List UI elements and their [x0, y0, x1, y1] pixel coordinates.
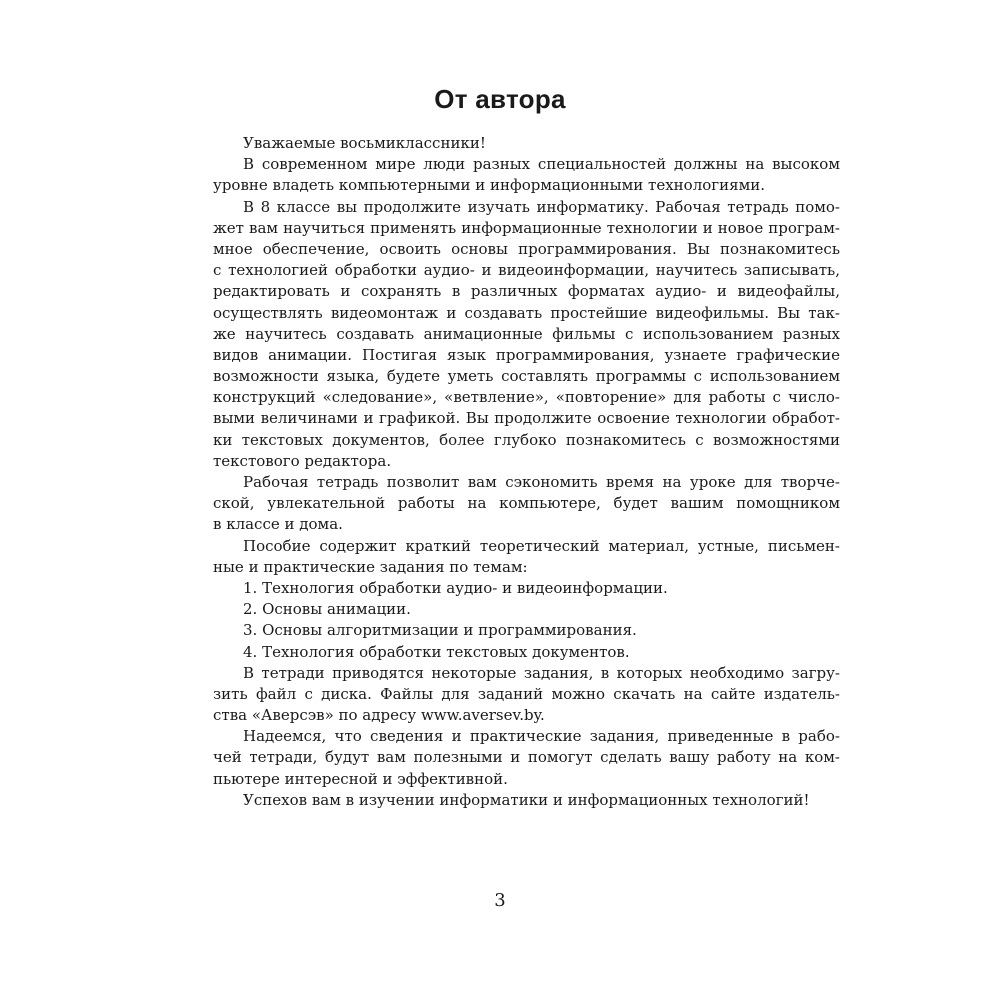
text-line: выми величинами и графикой. Вы продолжите освоение технологии обработ- [213, 409, 840, 428]
list-item: 3. Основы алгоритмизации и программирования. [243, 621, 637, 640]
text-line: ства «Аверсэв» по адресу www.aversev.by. [213, 706, 545, 725]
text-line: осуществлять видеомонтаж и создавать простейшие видеофильмы. Вы так- [213, 303, 840, 322]
text-line: зить файл с диска. Файлы для заданий можно скачать на сайте издатель- [213, 684, 840, 703]
page-title: От автора [434, 84, 566, 114]
text-line: мное обеспечение, освоить основы программирования. Вы познакомитесь [213, 239, 840, 258]
text-line: редактировать и сохранять в различных форматах аудио- и видеофайлы, [213, 282, 840, 301]
text-line: конструкций «следование», «ветвление», «повторение» для работы с число- [213, 388, 840, 407]
text-line: Пособие содержит краткий теоретический материал, устные, письмен- [243, 536, 840, 555]
list-item: 4. Технология обработки текстовых документов. [243, 642, 630, 661]
text-line: В современном мире люди разных специальностей должны на высоком [243, 155, 840, 174]
text-line: ки текстовых документов, более глубоко познакомитесь с возможностями [213, 430, 840, 449]
list-item: 2. Основы анимации. [243, 600, 411, 619]
text-line: же научитесь создавать анимационные фильмы с использованием разных [213, 324, 840, 343]
text-line: ные и практические задания по темам: [213, 557, 528, 576]
text-line: Рабочая тетрадь позволит вам сэкономить время на уроке для творче- [243, 473, 840, 491]
list-item: 1. Технология обработки аудио- и видеоинформации. [243, 578, 668, 597]
text-line: Надеемся, что сведения и практические задания, приведенные в рабо- [243, 727, 840, 746]
body-text [213, 133, 840, 811]
text-line: текстового редактора. [213, 451, 392, 470]
text-line: ской, увлекательной работы на компьютере, будет вашим помощником [213, 494, 840, 513]
text-line: пьютере интересной и эффективной. [213, 769, 508, 788]
text-line: возможности языка, будете уметь составлять программы с использованием [213, 367, 840, 386]
text-line: жет вам научиться применять информационные технологии и новое програм- [213, 218, 840, 237]
text-line: в классе и дома. [213, 515, 343, 534]
text-line: Уважаемые восьмиклассники! [243, 134, 486, 152]
text-line: чей тетради, будут вам полезными и помогут сделать вашу работу на ком- [213, 748, 840, 767]
page-number: 3 [494, 890, 506, 911]
text-line: уровне владеть компьютерными и информационными технологиями. [213, 176, 766, 195]
text-line: В 8 классе вы продолжите изучать информатику. Рабочая тетрадь помо- [243, 197, 840, 216]
text-line: видов анимации. Постигая язык программирования, узнаете графические [213, 345, 840, 364]
text-line: В тетради приводятся некоторые задания, в которых необходимо загру- [243, 663, 840, 682]
text-line: Успехов вам в изучении информатики и информационных технологий! [243, 790, 810, 809]
text-line: с технологией обработки аудио- и видеоинформации, научитесь записывать, [213, 261, 840, 280]
